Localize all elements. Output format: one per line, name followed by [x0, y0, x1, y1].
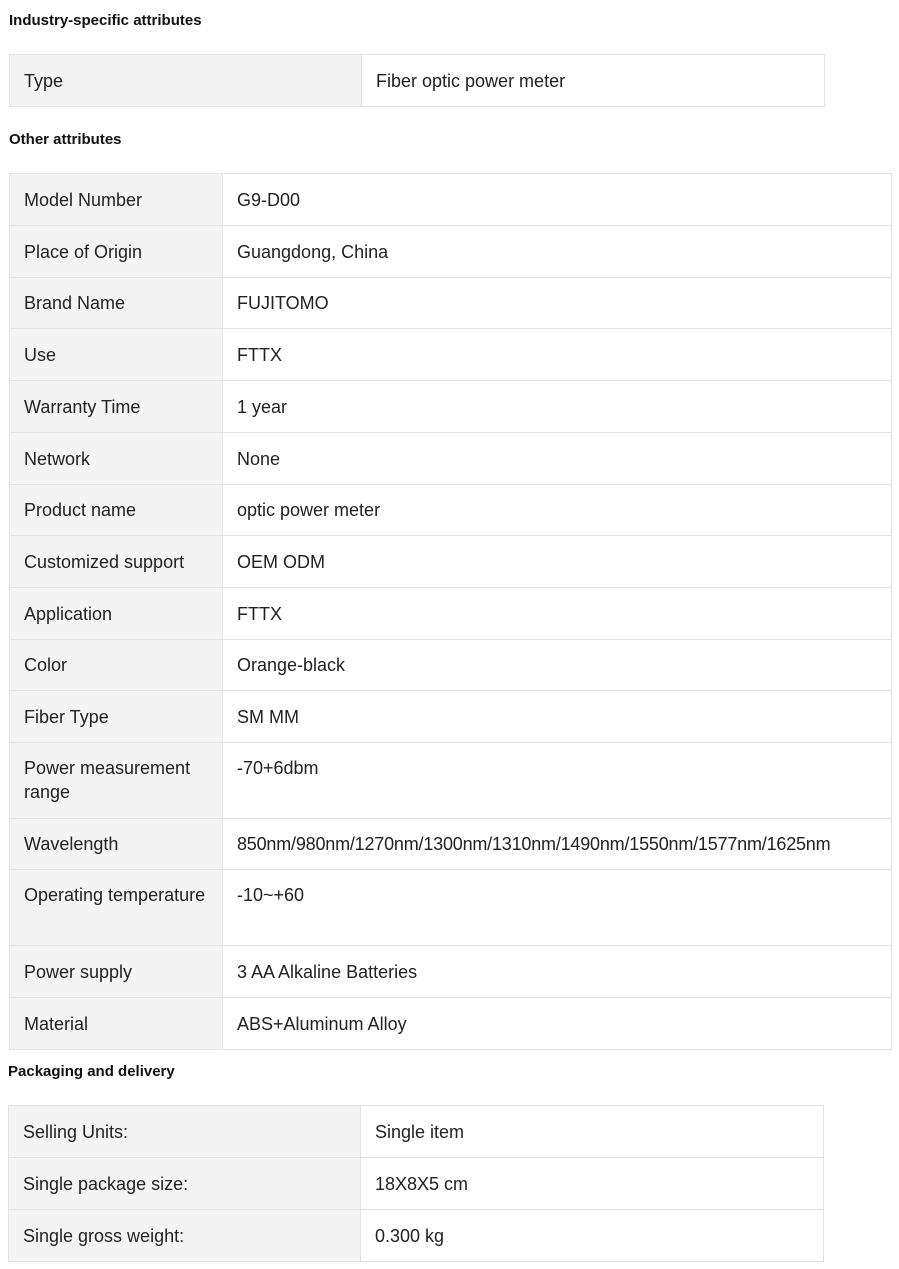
- attribute-key: Application: [10, 588, 223, 640]
- table-row: [10, 278, 892, 329]
- table-row: [10, 640, 892, 691]
- table-row: [10, 329, 892, 381]
- table-row: [9, 1158, 824, 1210]
- attribute-key: Model Number: [10, 174, 223, 226]
- attribute-key: Single gross weight:: [9, 1210, 361, 1262]
- table-row: [10, 998, 892, 1050]
- attribute-key: Single package size:: [9, 1158, 361, 1210]
- attribute-key: Place of Origin: [10, 226, 223, 278]
- attribute-key: Network: [10, 433, 223, 485]
- table-row: [10, 819, 892, 870]
- other-attributes-title: Other attributes: [9, 131, 122, 148]
- attribute-value: Fiber optic power meter: [362, 55, 825, 107]
- attribute-value: G9-D00: [223, 174, 892, 226]
- attribute-value: Orange-black: [223, 640, 892, 691]
- attribute-value: -70+6dbm: [223, 743, 892, 819]
- table-row: [10, 870, 892, 946]
- attribute-value: 1 year: [223, 381, 892, 433]
- packaging-delivery-table: [8, 1105, 824, 1262]
- table-row: [10, 55, 825, 107]
- industry-attributes-title: Industry-specific attributes: [9, 12, 202, 29]
- attribute-value: 0.300 kg: [361, 1210, 824, 1262]
- packaging-delivery-title: Packaging and delivery: [8, 1063, 175, 1080]
- table-row: [9, 1210, 824, 1262]
- attribute-value: 3 AA Alkaline Batteries: [223, 946, 892, 998]
- attribute-key: Power supply: [10, 946, 223, 998]
- table-row: [10, 226, 892, 278]
- attribute-value: FTTX: [223, 329, 892, 381]
- attribute-key: Customized support: [10, 536, 223, 588]
- attribute-value: OEM ODM: [223, 536, 892, 588]
- attribute-value: -10~+60: [223, 870, 892, 946]
- table-row: [10, 588, 892, 640]
- table-row: [10, 946, 892, 998]
- attribute-key: Product name: [10, 485, 223, 536]
- attribute-key: Selling Units:: [9, 1106, 361, 1158]
- industry-attributes-table: [9, 54, 825, 107]
- attribute-key: Operating temperature: [10, 870, 223, 946]
- attribute-key: Type: [10, 55, 362, 107]
- other-attributes-table: [9, 173, 892, 1050]
- attribute-value: None: [223, 433, 892, 485]
- table-row: [10, 174, 892, 226]
- attribute-value: Guangdong, China: [223, 226, 892, 278]
- attribute-value: optic power meter: [223, 485, 892, 536]
- attribute-value: FTTX: [223, 588, 892, 640]
- attribute-key: Color: [10, 640, 223, 691]
- table-row: [10, 536, 892, 588]
- table-row: [10, 433, 892, 485]
- attribute-value: FUJITOMO: [223, 278, 892, 329]
- attribute-value: ABS+Aluminum Alloy: [223, 998, 892, 1050]
- table-row: [9, 1106, 824, 1158]
- table-row: [10, 743, 892, 819]
- attribute-key: Use: [10, 329, 223, 381]
- table-row: [10, 485, 892, 536]
- attribute-value: 18X8X5 cm: [361, 1158, 824, 1210]
- table-row: [10, 691, 892, 743]
- attribute-key: Material: [10, 998, 223, 1050]
- attribute-value: 850nm/980nm/1270nm/1300nm/1310nm/1490nm/1550nm/1577nm/1625nm: [223, 819, 892, 870]
- attribute-key: Brand Name: [10, 278, 223, 329]
- attribute-key: Fiber Type: [10, 691, 223, 743]
- attribute-value: SM MM: [223, 691, 892, 743]
- attribute-value: Single item: [361, 1106, 824, 1158]
- table-row: [10, 381, 892, 433]
- attribute-key: Warranty Time: [10, 381, 223, 433]
- attribute-key: Power measurement range: [10, 743, 223, 819]
- attribute-key: Wavelength: [10, 819, 223, 870]
